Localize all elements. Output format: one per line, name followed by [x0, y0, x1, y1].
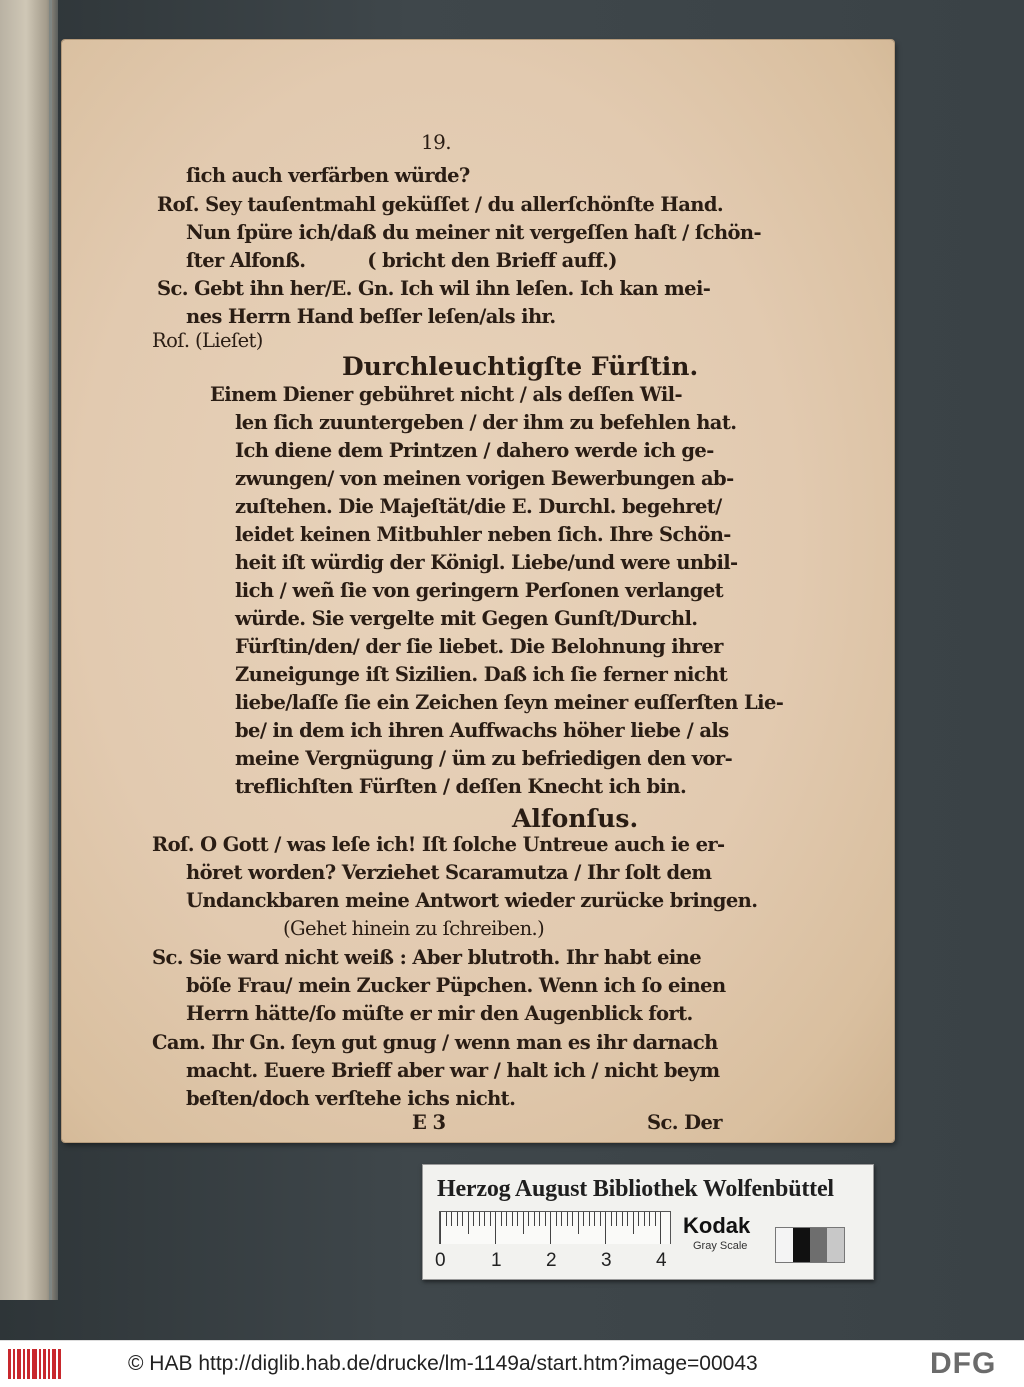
letter-line: be/ in dem ich ihren Auffwachs höher liebe / als: [235, 719, 729, 742]
gray-patch: [827, 1228, 844, 1262]
ruler-tick: [528, 1212, 529, 1226]
ruler-tick: [468, 1212, 469, 1234]
ruler-tick: [523, 1212, 524, 1234]
ruler-tick: [517, 1212, 518, 1226]
ruler-tick: [495, 1212, 496, 1244]
barcode-bar: [17, 1349, 21, 1379]
barcode-bar: [52, 1349, 56, 1379]
letter-line: liebe/laſſe ſie ein Zeichen ſeyn meiner euſſerſten Lie-: [235, 691, 784, 714]
ruler-tick: [611, 1212, 612, 1226]
dfg-logo: DFG: [930, 1347, 997, 1380]
letter-line: Einem Diener gebühret nicht / als deſſen Wil-: [210, 383, 682, 406]
measurement-ruler: [439, 1211, 671, 1244]
ruler-number: 1: [491, 1250, 502, 1271]
ruler-tick: [616, 1212, 617, 1226]
ruler-tick: [556, 1212, 557, 1226]
ruler-tick: [605, 1212, 606, 1244]
text-line: Roſ. O Gott / was leſe ich! Iſt ſolche Untreue auch ie er-: [152, 833, 725, 856]
catchword: Sc. Der: [647, 1111, 722, 1134]
letter-line: leidet keinen Mitbuhler neben ſich. Ihre Schön-: [235, 523, 731, 546]
letter-line: treflichſten Fürſten / deſſen Knecht ich bin.: [235, 775, 687, 798]
text-line: Nun ſpüre ich/daß du meiner nit vergeſſen haſt / ſchön-: [186, 221, 761, 244]
text-line: Cam. Ihr Gn. ſeyn gut gnug / wenn man es ihr darnach: [152, 1031, 718, 1054]
ruler-tick: [451, 1212, 452, 1226]
letter-line: len ſich zuuntergeben / der ihm zu befehlen hat.: [235, 411, 737, 434]
text-line: Herrn hätte/ſo müſte er mir den Augenblick fort.: [186, 1002, 693, 1025]
text-line: beſten/doch verſtehe ichs nicht.: [186, 1087, 516, 1110]
letter-line: Zuneigunge iſt Sizilien. Daß ich ſie ferner nicht: [235, 663, 728, 686]
text-line: Undanckbaren meine Antwort wieder zurücke bringen.: [186, 889, 758, 912]
letter-line: würde. Sie vergelte mit Gegen Gunſt/Durchl.: [235, 607, 698, 630]
ruler-tick: [440, 1212, 441, 1244]
gray-scale-patches: [775, 1227, 845, 1263]
ruler-tick: [649, 1212, 650, 1226]
ruler-tick: [638, 1212, 639, 1226]
gray-patch: [810, 1228, 827, 1262]
ruler-tick: [462, 1212, 463, 1226]
barcode-bar: [39, 1349, 41, 1379]
letter-heading: Durchleuchtigſte Fürſtin.: [342, 352, 699, 381]
ruler-number: 3: [601, 1250, 612, 1271]
ruler-tick: [512, 1212, 513, 1226]
text-line: höret worden? Verziehet Scaramutza / Ihr ſolt dem: [186, 861, 712, 884]
ruler-tick: [484, 1212, 485, 1226]
letter-line: heit iſt würdig der Königl. Liebe/und were unbil-: [235, 551, 738, 574]
barcode-icon: [8, 1349, 61, 1379]
kodak-logo: Kodak: [683, 1213, 751, 1238]
barcode-bar: [13, 1349, 15, 1379]
text-line: Roſ. (Lieſet): [152, 329, 263, 352]
library-name: Herzog August Bibliothek Wolfenbüttel: [437, 1176, 834, 1202]
letter-signature: Alfonſus.: [512, 804, 639, 833]
ruler-tick: [589, 1212, 590, 1226]
ruler-tick: [539, 1212, 540, 1226]
text-line: Roſ. Sey tauſentmahl geküſſet / du allerſchönſte Hand.: [157, 193, 724, 216]
barcode-bar: [48, 1349, 50, 1379]
letter-line: meine Vergnügung / üm zu befriedigen den vor-: [235, 747, 733, 770]
book-page: [62, 40, 894, 1142]
letter-line: Fürſtin/den/ der ſie liebet. Die Belohnung ihrer: [235, 635, 723, 658]
ruler-tick: [655, 1212, 656, 1226]
ruler-tick: [534, 1212, 535, 1226]
color-calibration-card: [422, 1164, 874, 1280]
letter-line: zuſtehen. Die Majeſtät/die E. Durchl. begehret/: [235, 495, 722, 518]
ruler-tick: [490, 1212, 491, 1226]
ruler-tick: [567, 1212, 568, 1226]
ruler-tick: [633, 1212, 634, 1234]
ruler-tick: [583, 1212, 584, 1226]
gray-scale-label: Gray Scale: [693, 1240, 748, 1252]
stage-direction: (Gehet hinein zu ſchreiben.): [283, 917, 545, 940]
ruler-tick: [627, 1212, 628, 1226]
ruler-tick: [457, 1212, 458, 1226]
barcode-bar: [8, 1349, 11, 1379]
barcode-bar: [27, 1349, 30, 1379]
ruler-tick: [473, 1212, 474, 1226]
ruler-tick: [479, 1212, 480, 1226]
ruler-tick: [660, 1212, 661, 1244]
text-line: Sc. Sie ward nicht weiß : Aber blutroth. Ihr habt eine: [152, 946, 702, 969]
page-number: 19.: [421, 130, 452, 154]
ruler-tick: [622, 1212, 623, 1226]
letter-line: lich / weñ ſie von geringern Perſonen verlanget: [235, 579, 724, 602]
facing-page-edge: [0, 0, 58, 1300]
letter-line: Ich diene dem Printzen / dahero werde ich ge-: [235, 439, 714, 462]
ruler-tick: [506, 1212, 507, 1226]
ruler-number: 4: [656, 1250, 667, 1271]
text-line: macht. Euere Brieff aber war / halt ich / nicht beym: [186, 1059, 720, 1082]
gray-patch: [793, 1228, 810, 1262]
ruler-tick: [561, 1212, 562, 1226]
ruler-number: 0: [435, 1250, 446, 1271]
ruler-tick: [644, 1212, 645, 1226]
text-line: nes Herrn Hand beſſer leſen/als ihr.: [186, 305, 556, 328]
ruler-tick: [594, 1212, 595, 1226]
signature-mark: E 3: [412, 1111, 446, 1134]
ruler-tick: [550, 1212, 551, 1244]
ruler-tick: [501, 1212, 502, 1226]
copyright-link[interactable]: © HAB http://diglib.hab.de/drucke/lm-1149a/start.htm?image=00043: [128, 1352, 758, 1375]
barcode-bar: [58, 1349, 61, 1379]
gray-patch: [776, 1228, 793, 1262]
barcode-bar: [43, 1349, 46, 1379]
text-line: Sc. Gebt ihn her/E. Gn. Ich wil ihn leſen. Ich kan mei-: [157, 277, 711, 300]
ruler-tick: [446, 1212, 447, 1226]
text-line: böſe Frau/ mein Zucker Püpchen. Wenn ich ſo einen: [186, 974, 726, 997]
ruler-tick: [572, 1212, 573, 1226]
letter-line: zwungen/ von meinen vorigen Bewerbungen ab-: [235, 467, 734, 490]
barcode-bar: [23, 1349, 25, 1379]
text-line: ſich auch verfärben würde?: [186, 164, 470, 187]
ruler-tick: [600, 1212, 601, 1226]
text-line: ſter Alfonß. ( bricht den Brieff auff.): [186, 249, 617, 272]
ruler-number: 2: [546, 1250, 557, 1271]
ruler-tick: [578, 1212, 579, 1234]
ruler-tick: [545, 1212, 546, 1226]
footer-bar: [0, 1340, 1024, 1387]
barcode-bar: [32, 1349, 37, 1379]
